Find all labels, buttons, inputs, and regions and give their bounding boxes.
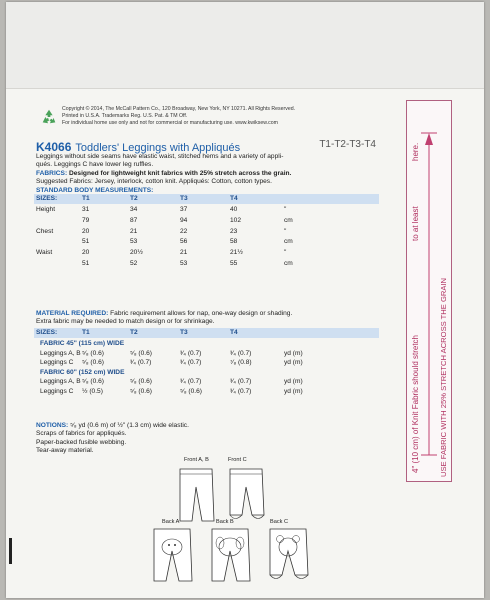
pattern-code: K4066 (36, 140, 72, 154)
material-cell: Leggings C (40, 387, 74, 395)
material-cell: Leggings C (40, 359, 74, 366)
pattern-envelope-back (6, 2, 484, 598)
bm-cell: " (284, 206, 287, 213)
stretch-to-at-least: to at least (411, 206, 420, 241)
bm-cell: 55 (230, 260, 238, 267)
stretch-use-fabric: USE FABRIC WITH 25% STRETCH ACROSS THE GRAIN (439, 277, 448, 477)
material-extra: Extra fabric may be needed to match design or for shrinkage. (36, 318, 215, 326)
bm-cell: 102 (230, 216, 242, 224)
bm-cell: 20 (82, 249, 90, 257)
material-cell: ³⁄₄ (0.7) (180, 359, 202, 366)
bm-cell: Height (36, 206, 56, 213)
material-text: Fabric requirement allows for nap, one-way design or shading. (110, 310, 293, 317)
bm-cell: 94 (180, 216, 188, 224)
copyright-line-2: Printed in U.S.A. Trademarks Reg. U.S. Pat. & TM Off. (62, 113, 188, 119)
material-cell: ⁵⁄₈ (0.6) (180, 387, 202, 395)
bm-cell: " (284, 227, 287, 235)
material-cell: yd (m) (284, 387, 303, 395)
material-cell: Leggings A, B (40, 378, 81, 385)
bm-cell: cm (284, 216, 293, 224)
pattern-title: Toddlers' Leggings with Appliqués (75, 142, 241, 154)
material-cell: ⁵⁄₈ (0.6) (82, 378, 104, 385)
material-cell: yd (m) (284, 359, 303, 366)
fabrics-text: Designed for lightweight knit fabrics with 25% stretch across the grain. (68, 169, 292, 177)
material-header-cell: T2 (130, 329, 138, 336)
bm-cell: 31 (82, 206, 90, 213)
bm-cell: 52 (130, 260, 138, 267)
description-line-2: qués. Leggings C have lower leg ruffles. (36, 161, 154, 169)
copyright-line-1: Copyright © 2014, The McCall Pattern Co., 120 Broadway, New York, NY 10271. All Rights Reserved. (62, 106, 296, 112)
material-cell: ³⁄₄ (0.7) (230, 387, 252, 395)
bm-cell: 58 (230, 238, 238, 246)
fabrics-label: FABRICS: (36, 169, 68, 177)
bm-header-cell: T1 (82, 195, 90, 202)
label-back-a: Back A (162, 519, 180, 525)
material-cell: yd (m) (284, 378, 303, 385)
notions-line-2: Paper-backed fusible webbing. (36, 438, 127, 446)
fabric-width-heading: FABRIC 60" (152 cm) WIDE (40, 368, 125, 376)
bm-header-cell: T4 (230, 195, 238, 202)
label-front-ab: Front A, B (184, 457, 209, 463)
material-cell: ½ (0.5) (82, 387, 103, 395)
bm-cell: 87 (130, 216, 138, 224)
notions-line-1: Scraps of fabrics for appliqués. (36, 430, 127, 438)
bm-header-cell: T2 (130, 195, 138, 202)
material-cell: ³⁄₄ (0.7) (180, 378, 202, 385)
suggested-fabrics: Suggested Fabrics: Jersey, interlock, cotton knit. Appliqués: Cotton, cotton types. (36, 178, 272, 186)
bm-cell: 51 (82, 260, 90, 267)
bm-cell: 21 (130, 227, 138, 235)
bm-cell: 51 (82, 238, 90, 246)
bm-cell: 56 (180, 238, 188, 246)
bm-cell: " (284, 249, 287, 257)
bm-cell: cm (284, 260, 293, 267)
material-cell: ³⁄₄ (0.7) (230, 349, 252, 357)
bm-cell: Waist (36, 249, 53, 257)
material-cell: Leggings A, B (40, 349, 81, 357)
envelope-flap (6, 2, 484, 89)
fabrics-line (36, 170, 396, 178)
stretch-here: here. (411, 142, 420, 161)
material-cell: ⁵⁄₈ (0.6) (82, 349, 104, 357)
bm-header-cell: T3 (180, 195, 188, 202)
notions (36, 422, 336, 456)
stretch-arrow-icon (419, 105, 439, 477)
bm-cell: 22 (180, 227, 188, 235)
material-cell: ⁵⁄₈ (0.6) (130, 349, 152, 357)
bm-cell: 53 (180, 260, 188, 267)
material-header-cell: T4 (230, 329, 238, 336)
back-leggings-illustration (150, 525, 330, 585)
label-back-c: Back C (270, 519, 289, 525)
label-back-b: Back B (216, 519, 234, 525)
material-label: MATERIAL REQUIRED: (36, 310, 109, 317)
notions-label: NOTIONS: (36, 422, 69, 429)
description (36, 153, 396, 195)
bm-cell: 37 (180, 206, 188, 213)
bm-cell: 34 (130, 206, 138, 213)
notions-text: ⁵⁄₈ yd (0.6 m) of ½" (1.3 cm) wide elastic. (70, 422, 189, 429)
stretch-instruction: 4" (10 cm) of Knit Fabric should stretch (411, 334, 420, 473)
material-header-cell: T1 (82, 329, 90, 336)
recycle-icon (40, 108, 58, 126)
notions-line-3: Tear-away material. (36, 447, 94, 455)
bm-cell: 23 (230, 227, 238, 235)
material-cell: ⁵⁄₈ (0.6) (82, 359, 104, 366)
material-cell: ³⁄₄ (0.7) (130, 359, 152, 366)
bm-cell: 21 (180, 249, 188, 257)
garment-illustrations (136, 457, 336, 587)
material-cell: ⁵⁄₈ (0.6) (130, 387, 152, 395)
material-cell: ⁵⁄₈ (0.6) (130, 378, 152, 385)
copyright-line-3: For individual home use only and not for commercial or manufacturing use. www.kwiksew.com (62, 120, 278, 126)
bm-header-cell: SIZES: (36, 195, 58, 202)
body-measurements-heading: STANDARD BODY MEASUREMENTS: (36, 186, 154, 194)
bm-cell: 53 (130, 238, 138, 246)
edge-mark (9, 538, 12, 564)
bm-cell: 40 (230, 206, 238, 213)
bm-cell: 20½ (130, 249, 143, 257)
bm-cell: 79 (82, 216, 90, 224)
material-cell: yd (m) (284, 349, 303, 357)
pattern-size-range: T1-T2-T3-T4 (319, 139, 376, 150)
description-line-1: Leggings without side seams have elastic waist, stitched hems and a variety of appli- (36, 153, 284, 160)
label-front-c: Front C (228, 457, 247, 463)
material-header-cell: SIZES: (36, 329, 58, 336)
bm-cell: Chest (36, 227, 54, 235)
bm-cell: 20 (82, 227, 90, 235)
material-cell: ³⁄₄ (0.7) (180, 349, 202, 357)
stretch-gauge (406, 100, 452, 482)
bm-cell: 21½ (230, 249, 243, 257)
fabric-width-heading: FABRIC 45" (115 cm) WIDE (40, 340, 125, 347)
material-cell: ⁷⁄₈ (0.8) (230, 359, 252, 366)
pattern-title-row (36, 138, 376, 152)
material-header-cell: T3 (180, 329, 188, 336)
bm-cell: cm (284, 238, 293, 246)
material-cell: ³⁄₄ (0.7) (230, 378, 252, 385)
material-required (36, 310, 396, 327)
front-leggings-illustration (174, 465, 274, 525)
